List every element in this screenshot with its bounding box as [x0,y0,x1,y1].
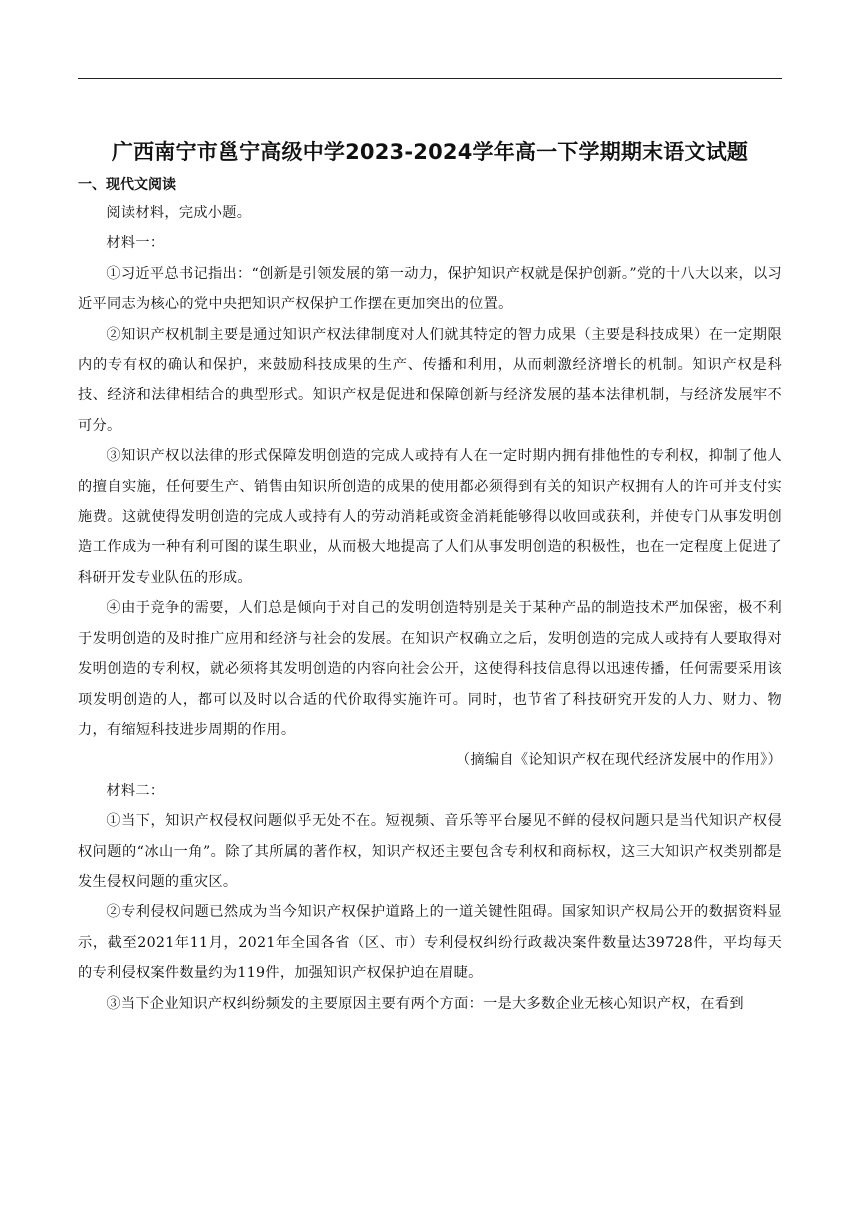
paragraph: ②知识产权机制主要是通过知识产权法律制度对人们就其特定的智力成果（主要是科技成果）在一定期限内的专有权的确认和保护，来鼓励科技成果的生产、传播和利用，从而刺激经济增长的机制。知识产权是科技、经济和法律相结合的典型形式。知识产权是促进和保障创新与经济发展的基本法律机制，与经济发展牢不可分。 [78,326,782,434]
paragraph: ④由于竞争的需要，人们总是倾向于对自己的发明创造特别是关于某种产品的制造技术严加保密，极不利于发明创造的及时推广应用和经济与社会的发展。在知识产权确立之后，发明创造的完成人或持有人要取得对发明创造的专利权，就必须将其发明创造的内容向社会公开，这使得科技信息得以迅速传播，任何需要采用该项发明创造的人，都可以及时以合适的代价取得实施许可。同时，也节省了科技研究开发的人力、财力、物力，有缩短科技进步周期的作用。 [78,600,782,738]
paragraph: ③知识产权以法律的形式保障发明创造的完成人或持有人在一定时期内拥有排他性的专利权，抑制了他人的擅自实施，任何要生产、销售由知识所创造的成果的使用都必须得到有关的知识产权拥有人的许可并支付实施费。这就使得发明创造的完成人或持有人的劳动消耗或资金消耗能够得以收回或获利，并使专门从事发明创造工作成为一种有利可图的谋生职业，从而极大地提高了人们从事发明创造的积极性，也在一定程度上促进了科研开发专业队伍的形成。 [78,448,782,586]
material-label: 材料二： [106,782,165,799]
instruction: 阅读材料，完成小题。 [106,205,252,221]
section-heading: 一、现代文阅读 [78,177,176,193]
paragraph: ②专利侵权问题已然成为当今知识产权保护道路上的一道关键性阻碍。国家知识产权局公开的数据资料显示，截至2021年11月，2021年全国各省（区、市）专利侵权纠纷行政裁决案件数量达39728件，平均每天的专利侵权案件数量约为119件，加强知识产权保护迫在眉睫。 [78,904,782,982]
source-citation: （摘编自《论知识产权在现代经济发展中的作用》） [455,752,782,769]
paragraph: ③当下企业知识产权纠纷频发的主要原因主要有两个方面：一是大多数企业无核心知识产权，在看到 [106,995,744,1012]
paragraph: ①当下，知识产权侵权问题似乎无处不在。短视频、音乐等平台屡见不鲜的侵权问题只是当代知识产权侵权问题的“冰山一角”。除了其所属的著作权，知识产权还主要包含专利权和商标权，这三大知识产权类别都是发生侵权问题的重灾区。 [78,813,782,890]
header-rule [78,78,782,79]
reading-content [78,198,782,1019]
material-label: 材料一： [106,235,165,252]
page-title: 广西南宁市邕宁高级中学2023-2024学年高一下学期期末语文试题 [111,140,749,164]
paragraph: ①习近平总书记指出：“创新是引领发展的第一动力，保护知识产权就是保护创新。”党的十八大以来，以习近平同志为核心的党中央把知识产权保护工作摆在更加突出的位置。 [78,265,782,313]
